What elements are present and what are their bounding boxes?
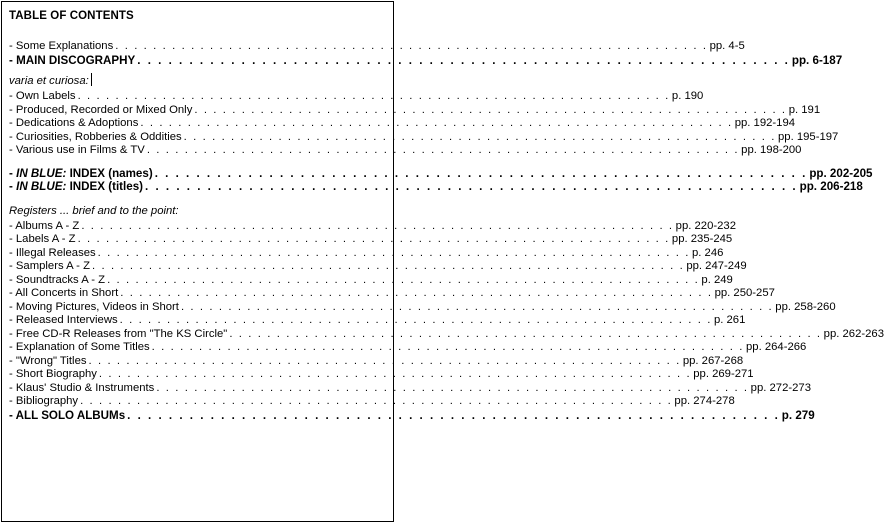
- toc-entry-label: - Soundtracks A - Z: [9, 273, 106, 286]
- toc-entry-page: p. 190: [671, 90, 704, 102]
- toc-entry: [9, 90, 704, 104]
- toc-entry: [9, 103, 821, 118]
- toc-entry: [9, 354, 744, 369]
- toc-entry-label: - ALL SOLO ALBUMs: [9, 408, 126, 422]
- dot-leader: . . . . . . . . . . . . . . . . . . . . . . . . . . . . . . . . . . . . . . . . . . . . . . . . . . . . . . . . . . . . . . .: [107, 273, 700, 286]
- dot-leader: . . . . . . . . . . . . . . . . . . . . . . . . . . . . . . . . . . . . . . . . . . . . . . . . . . . . . . . . . . . . . . .: [80, 395, 673, 407]
- toc-entry: [9, 117, 796, 131]
- toc-entry-label: - "Wrong" Titles: [9, 354, 87, 367]
- toc-entry-page: pp. 195-197: [778, 130, 839, 143]
- dot-leader: . . . . . . . . . . . . . . . . . . . . . . . . . . . . . . . . . . . . . . . . . . . . . . . . . . . . . . . . . . . . . . .: [154, 166, 808, 180]
- toc-entry-text: INDEX (titles): [66, 180, 143, 193]
- toc-entry-page: pp. 272-273: [750, 381, 811, 394]
- dot-leader: . . . . . . . . . . . . . . . . . . . . . . . . . . . . . . . . . . . . . . . . . . . . . . . . . . . . . . . . . . . . . . .: [115, 40, 708, 52]
- text-cursor: [91, 73, 92, 86]
- dot-leader: . . . . . . . . . . . . . . . . . . . . . . . . . . . . . . . . . . . . . . . . . . . . . . . . . . . . . . . . . . . . . . .: [77, 233, 670, 245]
- toc-entry: [9, 233, 733, 247]
- toc-entry-label: - Own Labels: [9, 90, 76, 102]
- toc-entry-page: pp. 258-260: [775, 300, 836, 313]
- toc-entry-page: pp. 274-278: [674, 395, 735, 407]
- toc-entry-page: pp. 198-200: [741, 144, 802, 156]
- toc-entry-page: pp. 206-218: [799, 180, 863, 193]
- dot-leader: . . . . . . . . . . . . . . . . . . . . . . . . . . . . . . . . . . . . . . . . . . . . . . . . . . . . . . . . . . . . . . .: [146, 144, 740, 156]
- dot-leader: . . . . . . . . . . . . . . . . . . . . . . . . . . . . . . . . . . . . . . . . . . . . . . . . . . . . . . . . . . . . . . .: [77, 90, 670, 102]
- toc-group-registers: [9, 219, 884, 423]
- toc-entry-label: - Klaus' Studio & Instruments: [9, 381, 155, 394]
- toc-entry-page: pp. 269-271: [693, 368, 754, 380]
- toc-entry: [9, 273, 733, 288]
- dot-leader: . . . . . . . . . . . . . . . . . . . . . . . . . . . . . . . . . . . . . . . . . . . . . . . . . . . . . . . . . . . . . . .: [140, 117, 733, 129]
- toc-entry-label: - Samplers A - Z: [9, 260, 90, 272]
- toc-entry-page: pp. 192-194: [734, 117, 796, 129]
- toc-entry-label: - Explanation of Some Titles: [9, 341, 150, 353]
- toc-entry-prefix: -: [9, 180, 17, 193]
- toc-entry-label: - Bibliography: [9, 395, 79, 407]
- toc-entry-label: - Free CD-R Releases from "The KS Circle": [9, 327, 228, 340]
- section-heading-registers: Registers ... brief and to the point:: [9, 204, 179, 217]
- toc-entry: [9, 341, 807, 355]
- toc-entry-label: - Some Explanations: [9, 40, 114, 52]
- toc-entry-label: - Curiosities, Robberies & Oddities: [9, 130, 182, 143]
- dot-leader: . . . . . . . . . . . . . . . . . . . . . . . . . . . . . . . . . . . . . . . . . . . . . . . . . . . . . . . . . . . . . . .: [127, 408, 780, 422]
- toc-entry-page: p. 261: [713, 314, 746, 326]
- toc-entry-emphasis: IN BLUE:: [16, 166, 67, 180]
- toc-entry: [9, 395, 735, 409]
- toc-group-index: [9, 166, 873, 194]
- toc-entry: [9, 381, 811, 396]
- toc-entry: [9, 327, 884, 342]
- toc-entry-label: [9, 180, 143, 194]
- toc-entry-emphasis: IN BLUE:: [16, 180, 67, 193]
- dot-leader: . . . . . . . . . . . . . . . . . . . . . . . . . . . . . . . . . . . . . . . . . . . . . . . . . . . . . . . . . . . . . . .: [88, 354, 681, 367]
- dot-leader: . . . . . . . . . . . . . . . . . . . . . . . . . . . . . . . . . . . . . . . . . . . . . . . . . . . . . . . . . . . . . . .: [120, 287, 713, 299]
- dot-leader: . . . . . . . . . . . . . . . . . . . . . . . . . . . . . . . . . . . . . . . . . . . . . . . . . . . . . . . . . . . . . . .: [97, 246, 690, 259]
- toc-entry: [9, 130, 839, 145]
- dot-leader: . . . . . . . . . . . . . . . . . . . . . . . . . . . . . . . . . . . . . . . . . . . . . . . . . . . . . . . . . . . . . . .: [137, 53, 790, 67]
- toc-entry-page: pp. 264-266: [746, 341, 807, 353]
- dot-leader: . . . . . . . . . . . . . . . . . . . . . . . . . . . . . . . . . . . . . . . . . . . . . . . . . . . . . . . . . . . . . . .: [145, 180, 798, 193]
- toc-entry-page: p. 246: [692, 246, 724, 259]
- toc-entry-page: p. 279: [781, 408, 815, 422]
- toc-entry-label: [9, 167, 153, 181]
- toc-entry-label: - MAIN DISCOGRAPHY: [9, 53, 136, 67]
- toc-entry-page: p. 191: [788, 103, 821, 116]
- toc-entry: [9, 368, 754, 382]
- dot-leader: . . . . . . . . . . . . . . . . . . . . . . . . . . . . . . . . . . . . . . . . . . . . . . . . . . . . . . . . . . . . . . .: [183, 130, 777, 143]
- dot-leader: . . . . . . . . . . . . . . . . . . . . . . . . . . . . . . . . . . . . . . . . . . . . . . . . . . . . . . . . . . . . . . .: [151, 341, 744, 353]
- toc-group-main: [9, 40, 843, 67]
- toc-entry-label: - Short Biography: [9, 368, 97, 380]
- toc-entry: [9, 314, 746, 328]
- toc-title: TABLE OF CONTENTS: [9, 10, 134, 22]
- toc-entry-label: - Labels A - Z: [9, 233, 76, 245]
- toc-entry-label: - Dedications & Adoptions: [9, 117, 139, 129]
- toc-entry-page: pp. 250-257: [714, 287, 775, 299]
- toc-entry: [9, 144, 802, 158]
- toc-entry-page: p. 249: [701, 273, 733, 286]
- toc-entry: [9, 40, 745, 54]
- toc-entry-page: pp. 262-263: [823, 327, 884, 340]
- dot-leader: . . . . . . . . . . . . . . . . . . . . . . . . . . . . . . . . . . . . . . . . . . . . . . . . . . . . . . . . . . . . . . .: [156, 381, 749, 394]
- dot-leader: . . . . . . . . . . . . . . . . . . . . . . . . . . . . . . . . . . . . . . . . . . . . . . . . . . . . . . . . . . . . . . .: [91, 260, 685, 272]
- toc-entry-label: - Illegal Releases: [9, 246, 96, 259]
- dot-leader: . . . . . . . . . . . . . . . . . . . . . . . . . . . . . . . . . . . . . . . . . . . . . . . . . . . . . . . . . . . . . . .: [119, 314, 712, 326]
- toc-entry-label: - Albums A - Z: [9, 219, 80, 232]
- dot-leader: . . . . . . . . . . . . . . . . . . . . . . . . . . . . . . . . . . . . . . . . . . . . . . . . . . . . . . . . . . . . . . .: [81, 219, 674, 232]
- toc-entry: [9, 300, 836, 315]
- toc-entry-page: pp. 247-249: [686, 260, 747, 272]
- toc-entry-label: - Produced, Recorded or Mixed Only: [9, 103, 193, 116]
- toc-entry-label: - Moving Pictures, Videos in Short: [9, 300, 179, 313]
- toc-entry-page: pp. 235-245: [671, 233, 733, 245]
- toc-entry-prefix: -: [9, 166, 17, 180]
- toc-entry: [9, 53, 843, 68]
- dot-leader: . . . . . . . . . . . . . . . . . . . . . . . . . . . . . . . . . . . . . . . . . . . . . . . . . . . . . . . . . . . . . . .: [180, 300, 774, 313]
- toc-entry-label: - Various use in Films & TV: [9, 144, 145, 156]
- toc-entry-label: - All Concerts in Short: [9, 287, 119, 299]
- toc-entry: [9, 287, 775, 301]
- toc-entry: [9, 219, 736, 234]
- toc-entry: [9, 260, 747, 274]
- dot-leader: . . . . . . . . . . . . . . . . . . . . . . . . . . . . . . . . . . . . . . . . . . . . . . . . . . . . . . . . . . . . . . .: [229, 327, 822, 340]
- toc-entry-text: INDEX (names): [66, 166, 153, 180]
- toc-entry-page: pp. 267-268: [682, 354, 744, 367]
- section-heading-varia: [9, 73, 379, 90]
- toc-entry: [9, 246, 724, 261]
- toc-entry: [9, 166, 873, 181]
- toc-entry-page: pp. 6-187: [791, 53, 843, 67]
- toc-entry-page: pp. 202-205: [809, 166, 873, 180]
- toc-entry-page: pp. 220-232: [675, 219, 736, 232]
- toc-entry-page: pp. 4-5: [709, 40, 745, 52]
- toc-entry: [9, 180, 863, 194]
- dot-leader: . . . . . . . . . . . . . . . . . . . . . . . . . . . . . . . . . . . . . . . . . . . . . . . . . . . . . . . . . . . . . . .: [98, 368, 692, 380]
- dot-leader: . . . . . . . . . . . . . . . . . . . . . . . . . . . . . . . . . . . . . . . . . . . . . . . . . . . . . . . . . . . . . . .: [194, 103, 787, 116]
- toc-list: [9, 40, 884, 422]
- section-heading-varia-text: varia et curiosa:: [9, 75, 89, 87]
- toc-entry-label: - Released Interviews: [9, 314, 118, 326]
- toc-group-varia: [9, 90, 839, 158]
- toc-entry: [9, 408, 815, 423]
